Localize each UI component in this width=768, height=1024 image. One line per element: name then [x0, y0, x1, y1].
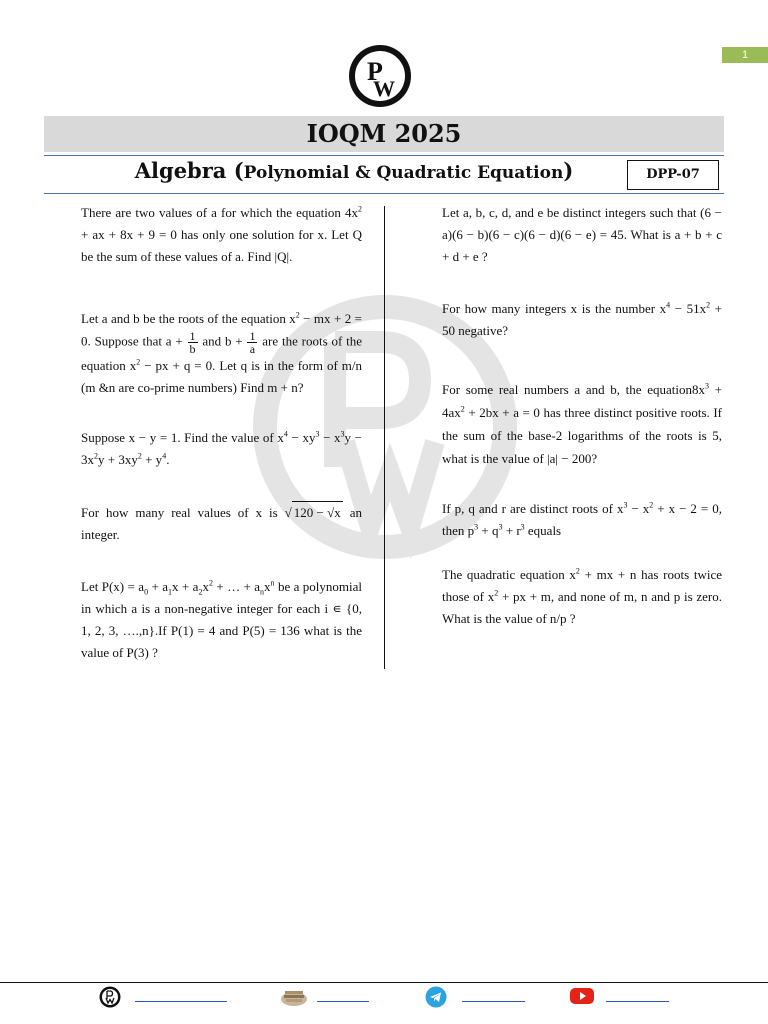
- fraction-one-over-a: $\frac{1}{a}$: [249, 329, 256, 356]
- document-title: IOQM 2025: [44, 116, 724, 152]
- title-rule-top: [44, 155, 724, 156]
- subtitle-detail: Polynomial & Quadratic Equation: [243, 163, 564, 183]
- logo-letter-p: P: [367, 57, 383, 86]
- telegram-icon[interactable]: [425, 986, 447, 1008]
- question-5: Let $P(x) = a_0 + a_1x + a_2x^2$ + … + $a_nx^n$ be a polynomial in which a is a non-negative integer for each i ∊ {0, 1, 2, 3, ….,n}.If P(1) = 4 and P(5) = 136 what is the value of P(3) ?: [81, 578, 363, 660]
- youtube-link[interactable]: [606, 1001, 669, 1002]
- question-1: There are two values of a for which the equation $4x^2$ + ax + 8x + 9 = 0 has only one solution for x. Let Q be the sum of these values of a. Find |Q|.: [81, 204, 362, 264]
- fraction-one-over-b: $\frac{1}{b}$: [189, 329, 196, 356]
- questions-left-column: [81, 202, 362, 664]
- page-number: 1: [722, 47, 768, 63]
- footer-rule: [0, 982, 768, 983]
- question-6: Let a, b, c, d, and e be distinct integers such that (6 − a)(6 − b)(6 − c)(6 − d)(6 − e) = 45. What is a + b + c + d + e ?: [442, 205, 722, 264]
- logo-letter-w: W: [373, 76, 395, 101]
- questions-right-column: [442, 202, 722, 630]
- website-link[interactable]: [135, 1001, 227, 1002]
- telegram-link[interactable]: [462, 1001, 525, 1002]
- question-9: If p, q and r are distinct roots of $x^3 - x^2 + x - 2 = 0$, then $p^3 + q^3 + r^3$ equals: [442, 500, 722, 538]
- question-8: For some real numbers a and b, the $equation8x^3 + 4ax^2 + 2bx + a = 0$ has three distinct positive roots. If the sum of the base-2 logarithms of the roots is 5, what is the value of |a| − 200?: [442, 381, 722, 466]
- subtitle-close: ): [563, 158, 574, 183]
- square-root-expression: √ 120 − √x: [285, 501, 343, 524]
- question-7: For how many integers x is the number $x^4 - 51x^2 + 50$ negative?: [442, 300, 722, 338]
- pw-logo-icon: [348, 44, 412, 108]
- chapter-title: [44, 158, 664, 183]
- column-divider: [384, 206, 385, 669]
- question-4: For how many real values of x is √ 120 − √x an integer.: [81, 501, 362, 546]
- question-10: The quadratic equation $x^2$ + mx + n has roots twice those of $x^2$ + px + m, and none of m, n and p is zero. What is the value of n/p ?: [442, 566, 722, 626]
- youtube-icon[interactable]: [570, 986, 594, 1006]
- title-rule-bottom: [44, 193, 724, 194]
- books-icon[interactable]: [280, 986, 308, 1008]
- pw-logo-icon[interactable]: [99, 986, 121, 1008]
- question-2: Let a and b be the roots of the equation $x^2$ − mx + 2 = 0. Suppose that a + $\frac{1}{b}$ and b + $\frac{1}{a}$ are the roots of the equation $x^2$ − px + q = 0. Let q is in the form of m/n (m &n are co-prime numbers) Find m + n?: [81, 310, 363, 395]
- dpp-code-badge: DPP-07: [627, 160, 719, 190]
- subtitle-main: Algebra (: [134, 158, 244, 183]
- question-3: Suppose x − y = 1. Find the value of $x^4 - xy^3 - x^3y - 3x^2y + 3xy^2 + y^4$.: [81, 429, 362, 467]
- library-link[interactable]: [317, 1001, 369, 1002]
